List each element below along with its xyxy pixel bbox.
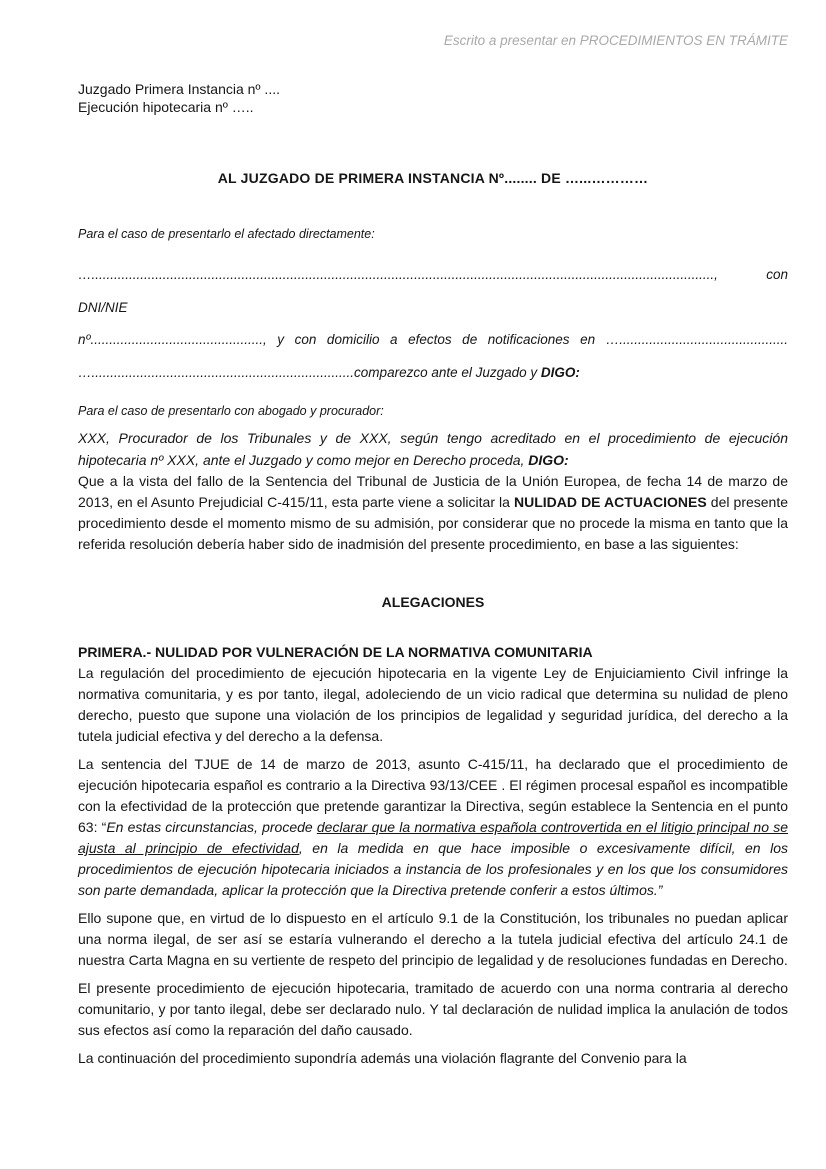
fillin-line-1-text: …......................................................................................................................................................................, con DNI/NIE xyxy=(78,267,788,315)
fillin-line-1 xyxy=(78,259,788,324)
fillin-line-3 xyxy=(78,357,788,390)
document-title: AL JUZGADO DE PRIMERA INSTANCIA Nº........ DE …...………… xyxy=(217,170,649,186)
lawyer-filing-body: XXX, Procurador de los Tribunales y de XXX, según tengo acreditado en el procedimiento de ejecución hipotecaria nº XXX, ante el Juzgado y como mejor en Derecho proceda, xyxy=(78,430,788,468)
allegation-paragraph-3: Ello supone que, en virtud de lo dispuesto en el artículo 9.1 de la Constitución, los tribunales no puedan aplicar una norma ilegal, de ser así se estaría vulnerando el derecho a la tutela judicial efectiva del artículo 24.1 de nuestra Carta Magna en su vertiente de respeto del principio de legalidad y de resoluciones fundadas en Derecho. xyxy=(78,910,788,968)
quote-underlined: declarar que la normativa española controvertida en el litigio principal no se ajusta al principio de efectividad xyxy=(78,819,788,856)
first-allegation-section xyxy=(78,642,788,1069)
court-reference-line-1: Juzgado Primera Instancia nº .... xyxy=(78,81,280,97)
direct-filing-label: Para el caso de presentarlo el afectado directamente: xyxy=(78,227,375,241)
allegation-paragraph-2 xyxy=(78,754,788,901)
lawyer-filing-label: Para el caso de presentarlo con abogado y procurador: xyxy=(78,404,384,418)
tjue-sentence-intro: La sentencia del TJUE de 14 de marzo de 2013, asunto C-415/11, ha declarado que el procedimiento de ejecución hipotecaria español es contrario a la Directiva 93/13/CEE . El régimen procesal español es incompatible con la efectividad de la protección que pretende garantizar la Directiva, según establece la Sentencia en el punto 63: “ xyxy=(78,756,788,835)
lawyer-filing-paragraph xyxy=(78,428,788,471)
header-note: Escrito a presentar en PROCEDIMIENTOS EN TRÁMITE xyxy=(443,33,788,48)
digo-emphasis-direct: DIGO: xyxy=(540,364,580,380)
fillin-line-2 xyxy=(78,324,788,357)
court-reference-block xyxy=(78,80,788,116)
direct-filing-fillin xyxy=(78,259,788,389)
allegation-paragraph-4: El presente procedimiento de ejecución hipotecaria, tramitado de acuerdo con una norma contraria al derecho comunitario, y por tanto ilegal, debe ser declarado nulo. Y tal declaración de nulidad implica la anulación de todos sus efectos así como la reparación del daño causado. xyxy=(78,980,788,1038)
quote-pre: En estas circunstancias, procede xyxy=(106,819,317,835)
fillin-line-2-text: nº.............................................., y con domicilio a efectos de notificaciones en …............................................. xyxy=(78,332,788,347)
allegation-paragraph-1: La regulación del procedimiento de ejecución hipotecaria en la vigente Ley de Enjuiciamiento Civil infringe la normativa comunitaria, y es por tanto, ilegal, adoleciendo de un vicio radical que determina su nulidad de pleno derecho, puesto que supone una violación de los principios de legalidad y seguridad jurídica, del derecho a la tutela judicial efectiva y del derecho a la defensa. xyxy=(78,665,788,744)
digo-emphasis-lawyer: DIGO: xyxy=(528,451,569,468)
petition-part-2: del presente procedimiento desde el momento mismo de su admisión, por considerar que no procede la misma en tanto que la referida resolución debería haber sido de inadmisión del presente procedimiento, en base a las siguientes: xyxy=(78,494,789,552)
first-allegation-heading: PRIMERA.- NULIDAD POR VULNERACIÓN DE LA NORMATIVA COMUNITARIA xyxy=(78,644,593,660)
allegation-paragraph-5: La continuación del procedimiento supondría además una violación flagrante del Convenio para la xyxy=(78,1050,687,1066)
petition-paragraph xyxy=(78,471,788,555)
petition-part-1: Que a la vista del fallo de la Sentencia del Tribunal de Justicia de la Unión Europea, de fecha 14 de marzo de 2013, en el Asunto Prejudicial C-415/11, esta parte viene a solicitar la xyxy=(78,473,788,510)
quote-post: , en la medida en que hace imposible o excesivamente difícil, en los procedimientos de ejecución hipotecaria iniciados a instancia de los profesionales y en los que los consumidores son parte demandada, aplicar la protección que la Directiva pretende conferir a estos últimos.” xyxy=(78,840,788,898)
allegations-heading: ALEGACIONES xyxy=(381,594,485,610)
fillin-line-3-text: …......................................................................comparezco ante el Juzgado y xyxy=(78,364,541,380)
nulidad-emphasis: NULIDAD DE ACTUACIONES xyxy=(514,494,707,510)
court-reference-line-2: Ejecución hipotecaria nº ….. xyxy=(78,99,254,115)
